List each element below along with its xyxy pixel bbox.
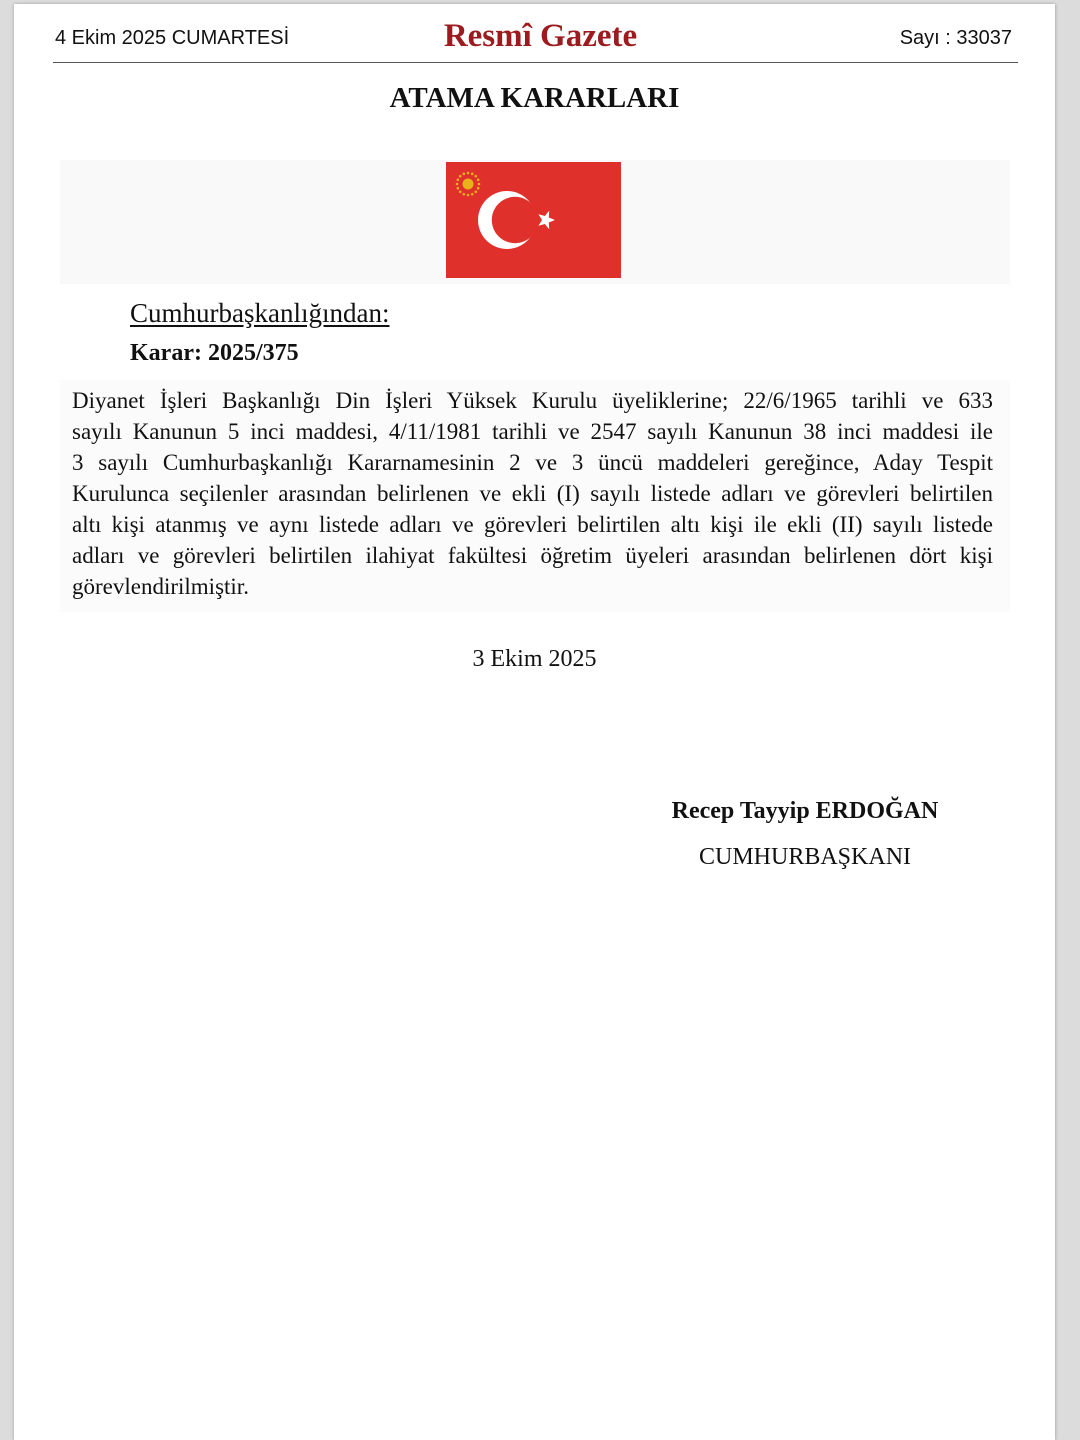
body-line: Kurulunca seçilenler arasından belirlenen ve ekli (I) sayılı listede adları ve görevleri belirtilen	[72, 481, 993, 506]
document-date: 3 Ekim 2025	[472, 646, 597, 672]
seal-star	[457, 178, 460, 181]
seal-star	[456, 183, 459, 186]
decision-number: Karar: 2025/375	[130, 340, 299, 366]
seal-star	[478, 183, 481, 186]
body-line: sayılı Kanunun 5 inci maddesi, 4/11/1981 tarihli ve 2547 sayılı Kanunun 38 inci maddesi ile	[72, 419, 993, 444]
seal-star	[462, 193, 465, 196]
seal-star	[459, 190, 462, 193]
decision-body	[72, 385, 993, 602]
seal-star	[459, 175, 462, 178]
issue-number: Sayı : 33037	[899, 27, 1012, 49]
issuing-authority: Cumhurbaşkanlığından:	[130, 298, 390, 328]
body-line: görevlendirilmiştir.	[72, 574, 249, 599]
seal-star	[467, 172, 470, 175]
seal-star	[474, 190, 477, 193]
turkish-flag-icon	[446, 162, 621, 278]
body-line: adları ve görevleri belirtilen ilahiyat fakültesi öğretim üyeleri arasından belirlenen dört kişi	[72, 543, 993, 568]
seal-star	[471, 173, 474, 176]
body-line: Diyanet İşleri Başkanlığı Din İşleri Yüksek Kurulu üyeliklerine; 22/6/1965 tarihli ve 633	[72, 388, 993, 413]
signatory-name: Recep Tayyip ERDOĞAN	[671, 798, 939, 824]
seal-star	[457, 187, 460, 190]
body-line: 3 sayılı Cumhurbaşkanlığı Kararnamesinin 2 ve 3 üncü maddeleri gereğince, Aday Tespit	[72, 450, 993, 475]
header-divider	[53, 62, 1018, 63]
seal-star	[471, 193, 474, 196]
signatory-title: CUMHURBAŞKANI	[698, 844, 912, 870]
gazette-masthead: Resmî Gazete	[443, 18, 638, 54]
gazette-page	[14, 4, 1055, 1440]
section-title: ATAMA KARARLARI	[389, 82, 680, 114]
seal-star	[477, 178, 480, 181]
seal-star	[477, 187, 480, 190]
header-date: 4 Ekim 2025 CUMARTESİ	[55, 27, 290, 49]
seal-star	[474, 175, 477, 178]
seal-star	[467, 194, 470, 197]
seal-star	[462, 173, 465, 176]
body-line: altı kişi atanmış ve aynı listede adları ve görevleri belirtilen altı kişi ile ekli (II) sayılı listede	[72, 512, 993, 537]
